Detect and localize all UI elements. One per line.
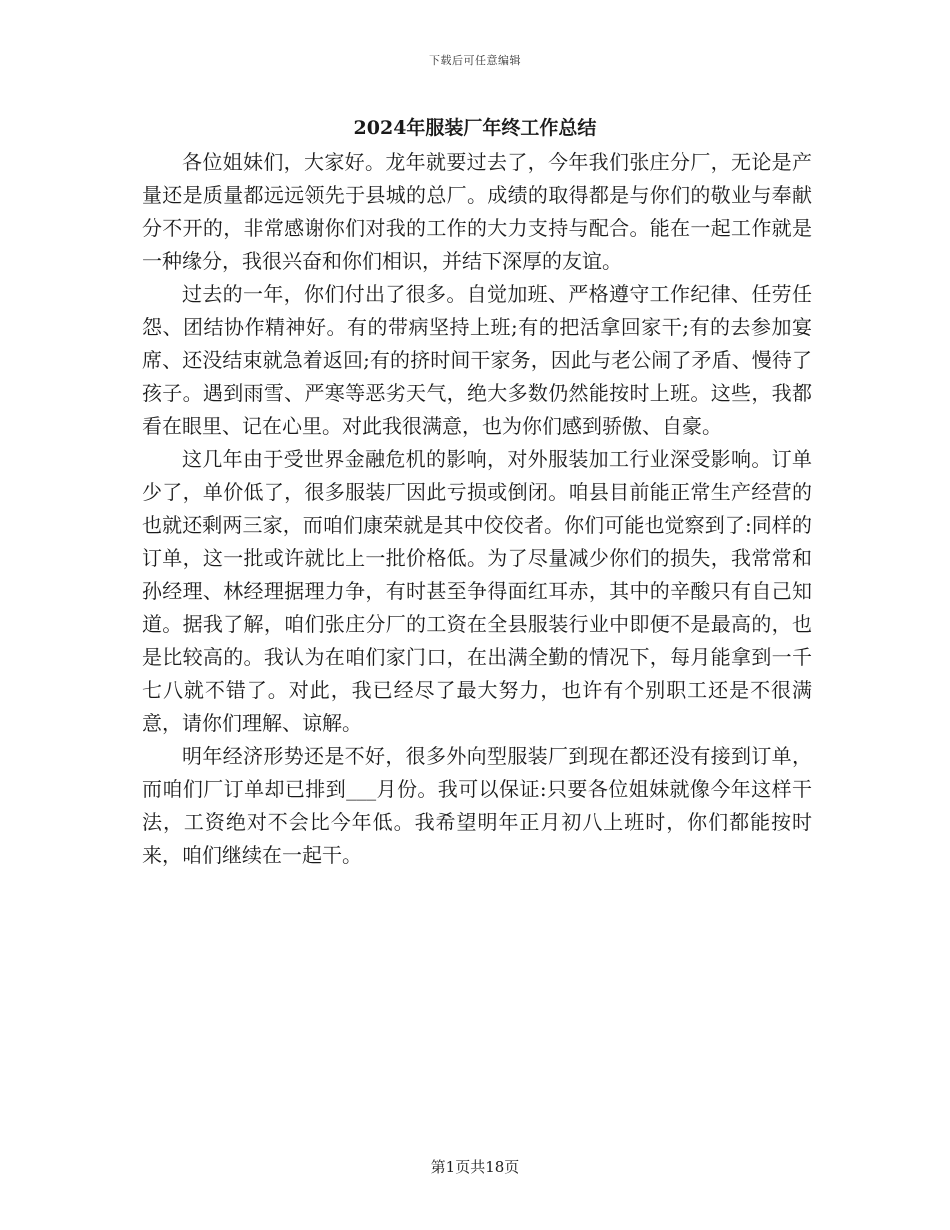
paragraph-2: 过去的一年，你们付出了很多。自觉加班、严格遵守工作纪律、任劳任怨、团结协作精神好。有的带病坚持上班;有的把活拿回家干;有的去参加宴席、还没结束就急着返回;有的挤时间干家务，因此与老公闹了矛盾、慢待了孩子。遇到雨雪、严寒等恶劣天气，绝大多数仍然能按时上班。这些，我都看在眼里、记在心里。对此我很满意，也为你们感到骄傲、自豪。 (142, 282, 812, 438)
document-body (142, 146, 812, 872)
page-number-footer: 第1页共18页 (430, 1158, 520, 1176)
paragraph-1: 各位姐妹们，大家好。龙年就要过去了，今年我们张庄分厂，无论是产量还是质量都远远领先于县城的总厂。成绩的取得都是与你们的敬业与奉献分不开的，非常感谢你们对我的工作的大力支持与配合。能在一起工作就是一种缘分，我很兴奋和你们相识，并结下深厚的友谊。 (142, 150, 812, 273)
paragraph-3: 这几年由于受世界金融危机的影响，对外服装加工行业深受影响。订单少了，单价低了，很多服装厂因此亏损或倒闭。咱县目前能正常生产经营的也就还剩两三家，而咱们康荣就是其中佼佼者。你们可能也觉察到了:同样的订单，这一批或许就比上一批价格低。为了尽量减少你们的损失，我常常和孙经理、林经理据理力争，有时甚至争得面红耳赤，其中的辛酸只有自己知道。据我了解，咱们张庄分厂的工资在全县服装行业中即便不是最高的，也是比较高的。我认为在咱们家门口，在出满全勤的情况下，每月能拿到一千七八就不错了。对此，我已经尽了最大努力，也许有个别职工还是不很满意，请你们理解、谅解。 (142, 447, 812, 735)
document-title: 2024年服装厂年终工作总结 (353, 117, 597, 139)
page-header-note: 下载后可任意编辑 (429, 54, 521, 67)
paragraph-4: 明年经济形势还是不好，很多外向型服装厂到现在都还没有接到订单，而咱们厂订单却已排到___月份。我可以保证:只要各位姐妹就像今年这样干法，工资绝对不会比今年低。我希望明年正月初八上班时，你们都能按时来，咱们继续在一起干。 (142, 744, 812, 867)
